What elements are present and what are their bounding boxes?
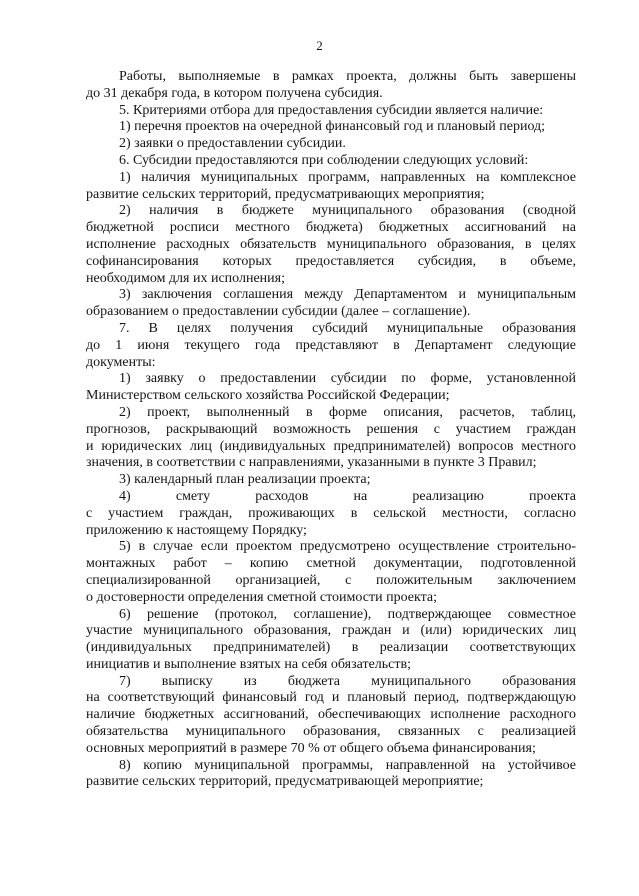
paragraph-item-5-2 — [86, 136, 576, 153]
text-line: специализированной организацией, с положительным заключением — [86, 572, 576, 588]
paragraph-item-7-6 — [86, 607, 576, 674]
paragraph-item-7-1 — [86, 371, 576, 405]
paragraph-works-deadline — [86, 69, 576, 103]
text-line: основных мероприятий в размере 70 % от общего объема финансирования; — [86, 740, 536, 756]
text-line: 4) смету расходов на реализацию проекта — [119, 488, 576, 504]
text-line: софинансирования которых предоставляется субсидия, в объеме, — [86, 253, 576, 269]
text-line: развитие сельских территорий, предусматривающих мероприятия; — [86, 186, 485, 202]
text-line: 3) календарный план реализации проекта; — [119, 472, 371, 488]
text-line: монтажных работ – копию сметной документации, подготовленной — [86, 556, 576, 572]
text-line: бюджетной росписи местного бюджета) бюджетных ассигнований на — [86, 220, 576, 236]
text-line: прогнозов, раскрывающий возможность решения с участием граждан — [86, 421, 576, 437]
paragraph-item-6-3 — [86, 287, 576, 321]
text-line: (индивидуальных предпринимателей) в реализации соответствующих — [86, 640, 576, 656]
text-line: 7) выписку из бюджета муниципального образования — [119, 673, 576, 689]
text-line: 6) решение (протокол, соглашение), подтверждающее совместное — [119, 606, 576, 622]
text-line: развитие сельских территорий, предусматривающей мероприятие; — [86, 774, 484, 790]
paragraph-item-7-2 — [86, 405, 576, 472]
page-number: 2 — [316, 38, 323, 53]
paragraph-item-7-7 — [86, 674, 576, 758]
paragraph-item-6-1 — [86, 170, 576, 204]
text-line: 8) копию муниципальной программы, направленной на устойчивое — [119, 757, 576, 773]
text-line: обязательства муниципального образования, связанных с реализацией — [86, 724, 576, 740]
paragraph-item-7 — [86, 321, 576, 371]
text-line: участие муниципального образования, граждан и (или) юридических лиц — [86, 623, 576, 639]
paragraph-item-7-5 — [86, 539, 576, 606]
text-line: 1) наличия муниципальных программ, направленных на комплексное — [119, 169, 576, 185]
text-line: приложению к настоящему Порядку; — [86, 522, 307, 538]
text-line: до 1 июня текущего года представляют в Департамент следующие — [86, 337, 576, 353]
text-line: 2) наличия в бюджете муниципального образования (сводной — [119, 203, 576, 219]
text-line: на соответствующий финансовый год и плановый период, подтверждающую — [86, 690, 576, 706]
text-line: 1) заявку о предоставлении субсидии по форме, установленной — [119, 371, 576, 387]
text-line: 2) проект, выполненный в форме описания, расчетов, таблиц, — [119, 404, 576, 420]
text-line: 5. Критериями отбора для предоставления субсидии является наличие: — [119, 102, 544, 118]
text-line: 1) перечня проектов на очередной финансовый год и плановый период; — [119, 119, 546, 135]
paragraph-item-5-1 — [86, 119, 576, 136]
text-line: значения, в соответствии с направлениями, указанными в пункте 3 Правил; — [86, 455, 537, 471]
text-line: 2) заявки о предоставлении субсидии. — [119, 136, 346, 152]
text-line: до 31 декабря года, в котором получена субсидия. — [86, 85, 383, 101]
text-line: 6. Субсидии предоставляются при соблюдении следующих условий: — [119, 152, 529, 168]
text-line: образованием о предоставлении субсидии (далее – соглашение). — [86, 304, 471, 320]
paragraph-item-7-3 — [86, 472, 576, 489]
text-line: 7. В целях получения субсидий муниципальные образования — [119, 320, 576, 336]
text-line: Министерством сельского хозяйства Российской Федерации; — [86, 388, 450, 404]
paragraph-item-5 — [86, 103, 576, 120]
text-line: 3) заключения соглашения между Департаментом и муниципальным — [119, 287, 576, 303]
text-line: Работы, выполняемые в рамках проекта, должны быть завершены — [119, 69, 576, 84]
text-line: инициатив и выполнение взятых на себя обязательств; — [86, 656, 411, 672]
text-line: документы: — [86, 354, 156, 370]
text-line: 5) в случае если проектом предусмотрено осуществление строительно- — [119, 539, 576, 555]
text-line: и юридических лиц (индивидуальных предпринимателей) вопросов местного — [86, 438, 576, 454]
text-line: с участием граждан, проживающих в сельской местности, согласно — [86, 505, 576, 521]
paragraph-item-7-8 — [86, 758, 576, 792]
text-line: о достоверности определения сметной стоимости проекта; — [86, 589, 437, 605]
text-line: необходимом для их исполнения; — [86, 270, 285, 286]
paragraph-item-6-2 — [86, 203, 576, 287]
document-body — [86, 69, 576, 791]
text-line: наличие бюджетных ассигнований, обеспечивающих исполнение расходного — [86, 707, 576, 723]
text-line: исполнение расходных обязательств муниципального образования, в целях — [86, 236, 576, 252]
paragraph-item-7-4 — [86, 489, 576, 539]
paragraph-item-6 — [86, 153, 576, 170]
